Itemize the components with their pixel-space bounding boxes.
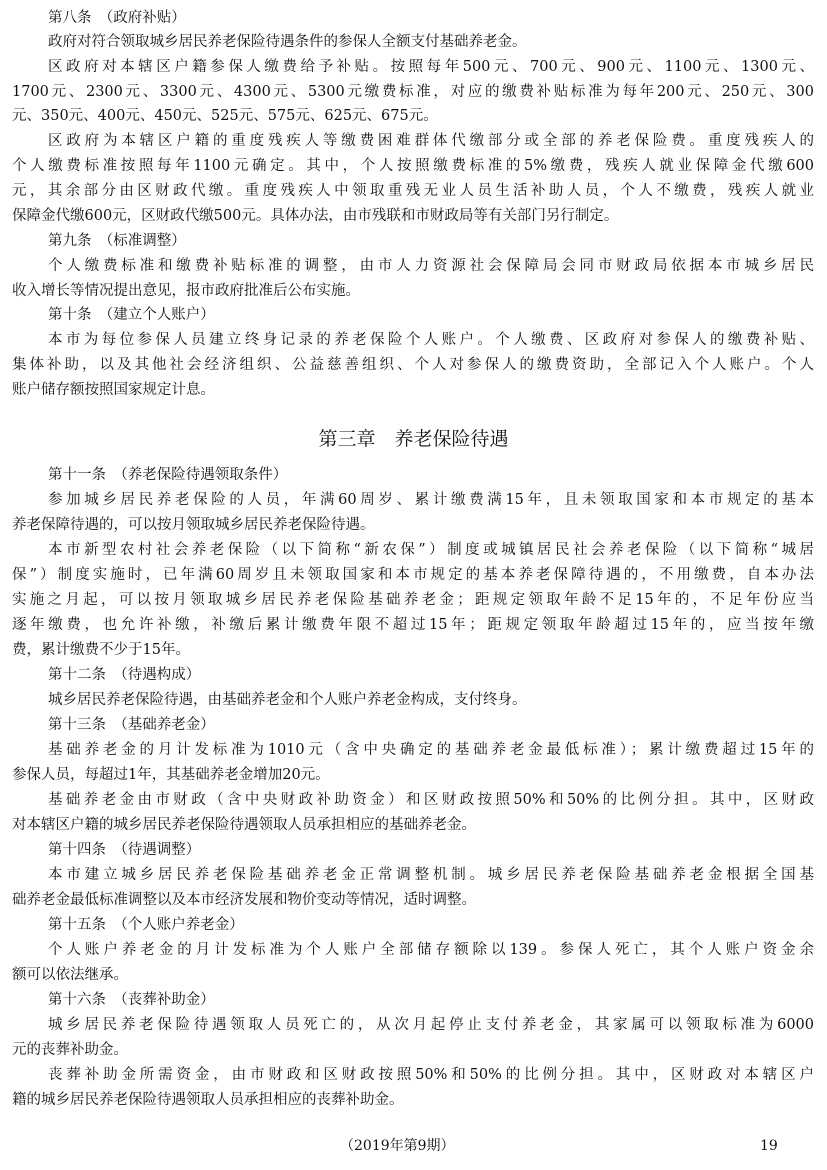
text-line: 参加城乡居民养老保险的人员，年满60周岁、累计缴费满15年，且未领取国家和本市规定的基本 — [48, 492, 814, 508]
text-line: 元，其余部分由区财政代缴。重度残疾人中领取重残无业人员生活补助人员，个人不缴费，残疾人就业 — [12, 183, 814, 199]
text-line: 保”）制度实施时，已年满60周岁且未领取国家和本市规定的基本养老保障待遇的，不用缴费，自本办法 — [12, 567, 814, 583]
text-line: 个人缴费标准按照每年1100元确定。其中，个人按照缴费标准的5%缴费，残疾人就业保障金代缴600 — [12, 158, 814, 174]
text-line: 区政府对本辖区户籍参保人缴费给予补贴。按照每年500元、700元、900元、1100元、1300元、 — [48, 59, 814, 75]
text-line: 区政府为本辖区户籍的重度残疾人等缴费困难群体代缴部分或全部的养老保险费。重度残疾人的 — [48, 133, 814, 149]
text-line: 个人账户养老金的月计发标准为个人账户全部储存额除以139。参保人死亡，其个人账户资金余 — [48, 942, 814, 958]
page-number: 19 — [760, 1138, 778, 1154]
text-line: 个人缴费标准和缴费补贴标准的调整，由市人力资源社会保障局会同市财政局依据本市城乡居民 — [48, 258, 814, 274]
text-line: 基础养老金的月计发标准为1010元（含中央确定的基础养老金最低标准）；累计缴费超过15年的 — [48, 742, 814, 758]
text-line: 元的丧葬补助金。 — [12, 1042, 128, 1058]
text-line: 第九条 （标准调整） — [48, 233, 186, 249]
text-line: 第十二条 （待遇构成） — [48, 667, 201, 683]
text-line: 籍的城乡居民养老保险待遇领取人员承担相应的丧葬补助金。 — [12, 1092, 404, 1108]
footer-issue: （2019年第9期） — [340, 1138, 455, 1154]
text-line: 第十五条 （个人账户养老金） — [48, 917, 244, 933]
text-line: 政府对符合领取城乡居民养老保险待遇条件的参保人全额支付基础养老金。 — [48, 34, 527, 50]
text-line: 元、350元、400元、450元、525元、575元、625元、675元。 — [12, 108, 438, 124]
text-line: 账户储存额按照国家规定计息。 — [12, 382, 215, 398]
text-line: 本市新型农村社会养老保险（以下简称“新农保”）制度或城镇居民社会养老保险（以下简称“城居 — [48, 542, 814, 558]
text-line: 养老保障待遇的，可以按月领取城乡居民养老保险待遇。 — [12, 517, 375, 533]
text-line: 城乡居民养老保险待遇领取人员死亡的，从次月起停止支付养老金，其家属可以领取标准为6000 — [48, 1017, 814, 1033]
text-line: 保障金代缴600元，区财政代缴500元。具体办法，由市残联和市财政局等有关部门另行制定。 — [12, 208, 619, 224]
text-line: 逐年缴费，也允许补缴，补缴后累计缴费年限不超过15年；距规定领取年龄超过15年的，应当按年缴 — [12, 617, 814, 633]
text-line: 实施之月起，可以按月领取城乡居民养老保险基础养老金；距规定领取年龄不足15年的，不足年份应当 — [12, 592, 814, 608]
text-line: 第十三条 （基础养老金） — [48, 717, 215, 733]
text-line: 丧葬补助金所需资金，由市财政和区财政按照50%和50%的比例分担。其中，区财政对本辖区户 — [48, 1067, 814, 1083]
text-line: 础养老金最低标准调整以及本市经济发展和物价变动等情况，适时调整。 — [12, 892, 476, 908]
text-line: 1700元、2300元、3300元、4300元、5300元缴费标准，对应的缴费补贴标准为每年200元、250元、300 — [12, 84, 814, 100]
text-line: 第十六条 （丧葬补助金） — [48, 992, 215, 1008]
text-line: 城乡居民养老保险待遇，由基础养老金和个人账户养老金构成，支付终身。 — [48, 692, 527, 708]
text-line: 第十条 （建立个人账户） — [48, 307, 215, 323]
text-line: 参保人员，每超过1年，其基础养老金增加20元。 — [12, 767, 330, 783]
text-line: 第十四条 （待遇调整） — [48, 842, 201, 858]
text-line: 集体补助，以及其他社会经济组织、公益慈善组织、个人对参保人的缴费资助，全部记入个人账户。个人 — [12, 357, 814, 373]
chapter-title: 第三章 养老保险待遇 — [318, 428, 509, 450]
text-line: 基础养老金由市财政（含中央财政补助资金）和区财政按照50%和50%的比例分担。其中，区财政 — [48, 792, 814, 808]
text-line: 本市建立城乡居民养老保险基础养老金正常调整机制。城乡居民养老保险基础养老金根据全国基 — [48, 867, 814, 883]
text-line: 额可以依法继承。 — [12, 967, 128, 983]
text-line: 第十一条 （养老保险待遇领取条件） — [48, 467, 288, 483]
text-line: 费，累计缴费不少于15年。 — [12, 642, 190, 658]
text-line: 第八条 （政府补贴） — [48, 10, 186, 26]
text-line: 收入增长等情况提出意见，报市政府批准后公布实施。 — [12, 283, 360, 299]
text-line: 本市为每位参保人员建立终身记录的养老保险个人账户。个人缴费、区政府对参保人的缴费补贴、 — [48, 332, 814, 348]
text-line: 对本辖区户籍的城乡居民养老保险待遇领取人员承担相应的基础养老金。 — [12, 817, 476, 833]
